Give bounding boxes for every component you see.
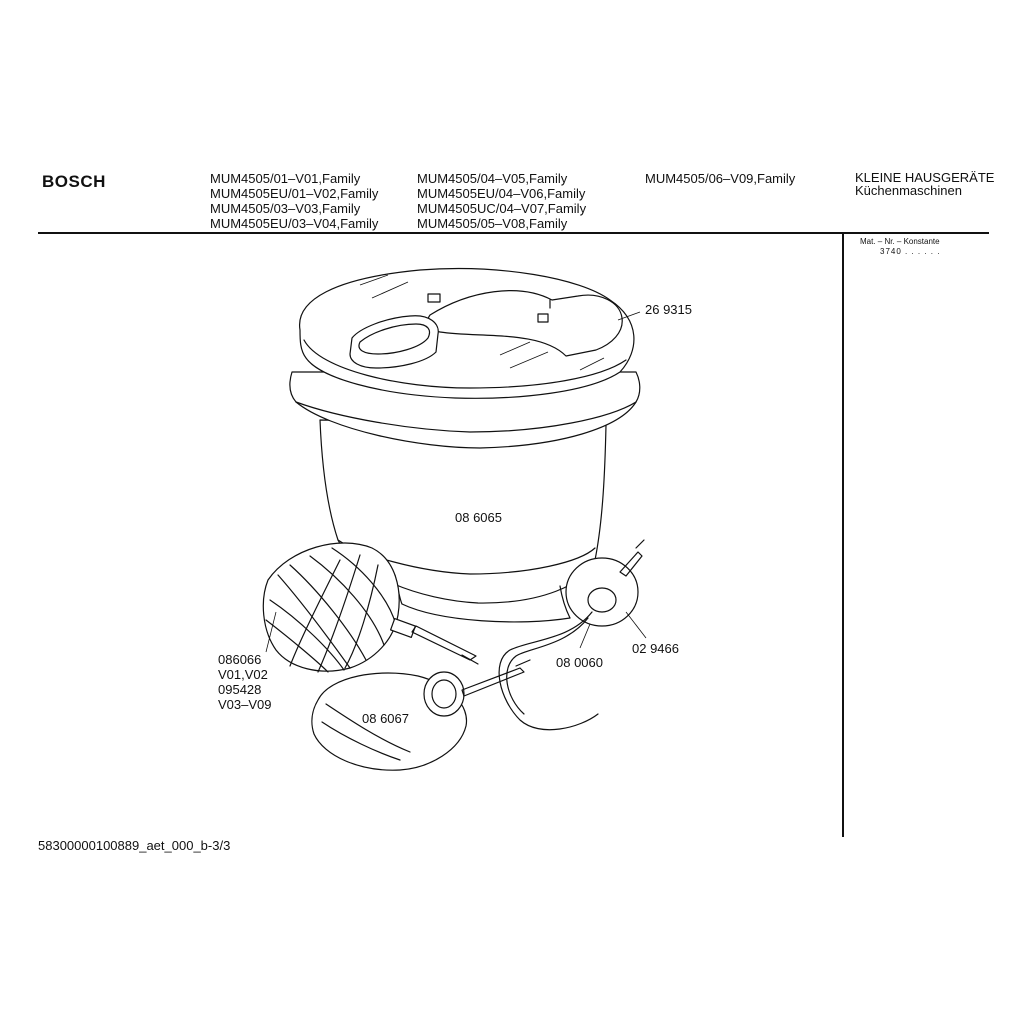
beater-illustration	[312, 660, 530, 770]
model-entry: MUM4505/06–V09,Family	[645, 171, 796, 186]
model-entry: MUM4505UC/04–V07,Family	[417, 201, 587, 216]
model-entry: MUM4505/01–V01,Family	[210, 171, 361, 186]
part-label-whisk	[218, 652, 272, 712]
part-label-drive: 08 0060	[556, 655, 603, 670]
model-entry: MUM4505/03–V03,Family	[210, 201, 361, 216]
material-number-value: 3740 . . . . . .	[880, 247, 941, 256]
model-entry: MUM4505/05–V08,Family	[417, 216, 568, 231]
model-entry: MUM4505/04–V05,Family	[417, 171, 568, 186]
part-label-disc: 02 9466	[632, 641, 679, 656]
part-label-line: V03–V09	[218, 697, 272, 712]
part-label-beater: 08 6067	[362, 711, 409, 726]
model-entry: MUM4505EU/04–V06,Family	[417, 186, 586, 201]
part-label-line: 095428	[218, 682, 262, 697]
document-id: 58300000100889_aet_000_b-3/3	[38, 838, 231, 853]
category-subtitle: Küchenmaschinen	[855, 183, 962, 198]
material-number-label: Mat. – Nr. – Konstante	[860, 237, 940, 246]
brand-logo: BOSCH	[42, 172, 106, 191]
part-label-line: 086066	[218, 652, 262, 667]
model-entry: MUM4505EU/03–V04,Family	[210, 216, 379, 231]
part-label-lid: 26 9315	[645, 302, 692, 317]
model-entry: MUM4505EU/01–V02,Family	[210, 186, 379, 201]
category-title: KLEINE HAUSGERÄTE	[855, 170, 995, 185]
part-label-bowl: 08 6065	[455, 510, 502, 525]
part-label-line: V01,V02	[218, 667, 268, 682]
